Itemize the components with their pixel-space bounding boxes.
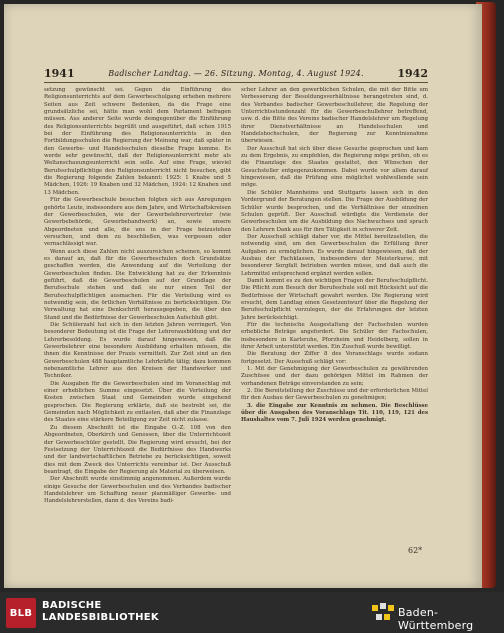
paragraph: Die Ausgaben für die Gewerbeschulen sind im Voranschlag mit einer erheblichen Summe eingesetzt. Über die Verteilung der Kosten zwischen Staat und Gemeinden wurde eingehend gesprochen. Die Regierung erklärte, daß sie bestrebt sei, die Gemeinden nach Möglichkeit zu entlasten, daß aber die Finanzlage des Staates eine stärkere Beteiligung zur Zeit nicht zulasse. [44, 380, 231, 424]
right-column [241, 87, 428, 527]
running-title: Badischer Landtag. — 26. Sitzung. Montag, 4. August 1924. [108, 68, 364, 78]
paragraph: Für die technische Ausgestaltung der Fachschulen wurden erhebliche Beträge angefordert. Die Schüler der Fachschulen, insbesondere in Karlsruhe, Pforzheim und Heidelberg, sollen in ihrer Arbeit unterstützt werden. Ein Zuschuß wurde bewilligt. [241, 322, 428, 351]
header-rule [44, 82, 428, 83]
paragraph: Der Ausschuß hat sich über diese Gesuche gesprochen und kam zu dem Ergebnis, zu empfehlen, die Regierung möge prüfen, ob es die Finanzlage des Staates gestattet, den Wünschen der Gesuchsteller entgegenzukommen. Dabei wurde vor allem darauf hingewiesen, daß die Prüfung eine möglichst wohlwollende sein möge. [241, 145, 428, 189]
viewer-footer [0, 592, 504, 633]
document-page [4, 4, 482, 588]
paragraph: Wenn auch diese Zahlen nicht auszureichen scheinen, so kommt es darauf an, daß für die Gewerbeschulen doch Grundsätze geschaffen werden, die Anwendung auf die Verteilung der Gewerbeschulen finden. Die Entwicklung hat zu der Erkenntnis geführt, daß die Gewerbeschulen auf der Grundlage der Berufsschule stehen und daß sie nur einen Teil der Berufsschulpflichtigen ausmachen. Für die Verteilung wird es notwendig sein, die örtlichen Verhältnisse zu berücksichtigen. Die Verwaltung hat eine Denkschrift herausgegeben, die über den Stand und die Bedürfnisse der Gewerbeschulen Aufschluß gibt. [44, 248, 231, 321]
baden-wuerttemberg-logo-icon[interactable] [372, 603, 394, 623]
list-item: 3. die Eingabe zur Kenntnis zu nehmen. Die Beschlüsse über die Ausgaben des Voranschlags Tit. 110, 119, 121 des Haushaltes vom 7. Juli 1924 werden genehmigt. [241, 402, 428, 424]
paragraph: Der Abschnitt wurde einstimmig angenommen. Außerdem wurde einige Gesuche der Gewerbeschulen und des Verbandes badischer Handelslehrer um Schaffung neuer planmäßiger Gewerbe- und Handelslehrerstellen, dann d. des Vereins badi- [44, 476, 231, 505]
paragraph: Die Beratung der Ziffer 8 des Voranschlags wurde sodann fortgesetzt. Der Ausschuß schlägt vor: [241, 351, 428, 365]
paragraph: Die Schülerzahl hat sich in den letzten Jahren verringert. Von besonderer Bedeutung ist die Frage der Lehrerausbildung und der Lehrerbesoldung. Es wurde darauf hingewiesen, daß die Gewerbelehrer eine besondere Ausbildung erhalten müssen, die ihnen die Kenntnisse der Praxis vermittelt. Zur Zeit sind an den Gewerbeschulen 488 hauptamtliche Lehrkräfte tätig; dazu kommen nebenamtliche Lehrer aus den Kreisen der Handwerker und Techniker. [44, 322, 231, 380]
paragraph: Der Ausschuß schlägt daher vor, die Mittel bereitzustellen, die notwendig sind, um den Gewerbeschulen die Erfüllung ihrer Aufgaben zu ermöglichen. Es wurde darauf hingewiesen, daß der Ausbau der Fachklassen, insbesondere der Meisterkurse, mit besonderer Sorgfalt betrieben werden müsse, und daß auch die Lehrmittel entsprechend ergänzt werden sollen. [241, 233, 428, 277]
left-column [44, 87, 231, 527]
list-item: 1. Mit der Genehmigung der Gewerbeschulen zu gewährenden Zuschüsse und der dazu gehörigen Mittel im Rahmen der vorhandenen Beträge einverstanden zu sein; [241, 366, 428, 387]
blb-line-2: LANDESBIBLIOTHEK [42, 612, 159, 623]
page-number-left: 1941 [44, 66, 75, 80]
page-signature: 62* [408, 546, 423, 555]
baden-wuerttemberg-label[interactable]: Baden-Württemberg [398, 606, 474, 632]
paragraph: Zu diesem Abschnitt ist die Eingabe O.-Z. 108 von den Abgeordneten, Oberkirch und Genossen, über die Unterrichtszeit der Gewerbeschüler gestellt. Die Regierung wird ersucht, bei der Festsetzung der Unterrichtszeit die Bedürfnisse des Handwerks und der landwirtschaftlichen Betriebe zu berücksichtigen, soweit dies mit dem Zweck des Unterrichts vereinbar ist. Der Ausschuß beantragt, die Eingabe der Regierung als Material zu überweisen. [44, 424, 231, 475]
blb-logo-icon[interactable]: BLB [6, 598, 36, 628]
paragraph: Die Schüler Mannheims und Stuttgarts lassen sich in den Vordergrund der Beratungen stellen. Die Frage der Ausbildung der Schüler wurde besprochen, und die Verhältnisse der einzelnen Schulen geprüft. Der Ausschuß würdigte die Verdienste der Gewerbeschulen um die Ausbildung des Nachwuchses und sprach den Lehrern Dank aus für ihre Tätigkeit in schwerer Zeit. [241, 189, 428, 233]
paragraph: Für die Gewerbeschule besuchen folgten sich aus Anregungen gehörte Leute, insbesondere aus dem Jahre, und Wirtschaftskreisen der Gewerbeschulen, wie der Gewerbelehrervertreter (wie Gewerbebehörde, Gewerbehandwerk) an, sowie unsere Abgeordneten und alle, die uns in der Frage beizustehen versuchen, und dem zu beschließen, was vergessen oder vernachlässigt war. [44, 197, 231, 248]
paragraph: setzung gewünscht sei. Gegen die Einführung des Religionsunterrichts auf dem Gewerbeschulgang erheben mehrere Seiten aus Zeit schwere Bedenken, da die Frage eine grundsätzliche sei, hätte man wohl dem Parlament befragen müssen. Aus anderer Seite wurde demgegenüber die Einführung des Religionsunterrichts begrüßt und ausgeführt, daß schon 1915 bei der Einführung des Religionsunterrichts in den Fortbildungsschulen die Regierung der Meinung war, daß später in den Gewerbe- und Handelsschulen dieselbe Frage komme. Es werde sehr gewünscht, daß der Religionsunterricht mehr als Weltanschauungsunterricht sein solle. Auf eine Frage, wieviel Berufsschulpflichtige den Religionsunterricht nicht besuchen, gibt die Regierung folgende Zahlen bekannt: 1925: 1 Knabe und 5 Mädchen, 1926: 19 Knaben und 32 Mädchen, 1924: 12 Knaben und 13 Mädchen. [44, 87, 231, 196]
page-number-right: 1942 [397, 66, 428, 80]
paragraph: Damit kommt es zu den wichtigen Fragen der Berufsschulpflicht. Die Pflicht zum Besuch der Berufsschule soll mit Rücksicht auf die Bedürfnisse der Wirtschaft gewahrt werden. Die Regierung wird ersucht, dem Landtag einen Gesetzentwurf über die Regelung der Berufsschulpflicht vorzulegen, der die Erfahrungen der letzten Jahre berücksichtigt. [241, 277, 428, 321]
list-item: 2. Die Bereitstellung der Zuschüsse und der erforderlichen Mittel für den Ausbau der Gewerbeschulen zu genehmigen; [241, 388, 428, 402]
page-header [44, 66, 428, 80]
text-columns [44, 87, 428, 527]
paragraph: scher Lehrer an den gewerblichen Schulen, die mit der Bitte um Verbesserung der Besoldungsverhältnisse herangetreten sind, d. des Verbandes badischer Gewerbeschullehrer, die Regelung der Unterrichtsstundenzahl für die Gewerbeschullehrer betreffend, usw. d. die Bitte des Vereins badischer Handelslehrer um Regelung ihrer Dienstverhältnisse an Handelsschulen und Handelshochschulen, der Regierung zur Kenntnisnahme überwiesen. [241, 87, 428, 145]
blb-line-1: BADISCHE [42, 600, 102, 611]
blb-wordmark[interactable] [42, 600, 159, 624]
